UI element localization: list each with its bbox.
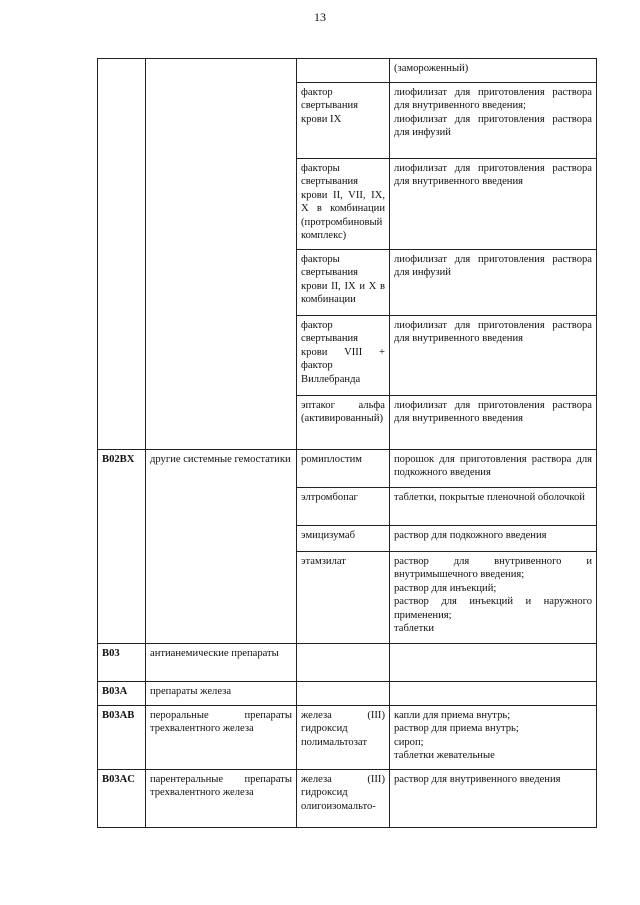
dosage-form-cell (390, 449, 597, 487)
group-name-cell (146, 59, 297, 450)
atc-code-cell: B03AB (98, 705, 146, 769)
dosage-form: лиофилизат для приготовления раствора для инфузий (394, 113, 592, 138)
group-name-cell: антианемические препараты (146, 643, 297, 681)
table-row (98, 681, 597, 705)
dosage-form-cell (390, 551, 597, 643)
table-row (98, 449, 597, 487)
table-row (98, 59, 597, 83)
dosage-form: лиофилизат для приготовления раствора для внутривенного введения (394, 319, 592, 344)
atc-code-cell: B03 (98, 643, 146, 681)
dosage-form-cell (390, 769, 597, 827)
dosage-form: капли для приема внутрь; (394, 709, 511, 721)
table-row (98, 769, 597, 827)
atc-code-cell: B03A (98, 681, 146, 705)
drug-name-cell: фактор свертывания крови VIII + фактор Виллебранда (297, 315, 390, 395)
dosage-form: лиофилизат для приготовления раствора для внутривенного введения (394, 162, 592, 187)
dosage-form: лиофилизат для приготовления раствора для внутривенного введения; (394, 86, 592, 111)
atc-code-cell: B02BX (98, 449, 146, 643)
drug-name-cell: факторы свертывания крови II, IX и X в комбинации (297, 249, 390, 315)
drug-name-cell: этамзилат (297, 551, 390, 643)
atc-code-cell: B03AC (98, 769, 146, 827)
dosage-form: таблетки (394, 623, 435, 634)
drug-name-cell: эптаког альфа (активированный) (297, 395, 390, 449)
dosage-form-cell (390, 643, 597, 681)
dosage-form-cell (390, 158, 597, 249)
dosage-form: лиофилизат для приготовления раствора для инфузий (394, 253, 592, 278)
dosage-form-cell (390, 395, 597, 449)
group-name-cell: пероральные препараты трехвалентного железа (146, 705, 297, 769)
dosage-form-cell (390, 525, 597, 551)
atc-code-cell (98, 59, 146, 450)
dosage-form: порошок для приготовления раствора для подкожного введения (394, 453, 592, 478)
drug-name-cell: факторы свертывания крови II, VII, IX, X в комбинации (протромбиновый комплекс) (297, 158, 390, 249)
dosage-form-cell (390, 249, 597, 315)
dosage-form-cell (390, 705, 597, 769)
dosage-form: раствор для внутривенного и внутримышечного введения; (394, 555, 592, 580)
drug-name-cell: железа (III) гидроксид олигоизомальто- (297, 769, 390, 827)
dosage-form: раствор для инъекций и наружного применения; (394, 596, 592, 621)
dosage-form-cell (390, 681, 597, 705)
drug-name-cell: ромиплостим (297, 449, 390, 487)
dosage-form: раствор для подкожного введения (394, 529, 547, 541)
group-name-cell: парентеральные препараты трехвалентного железа (146, 769, 297, 827)
dosage-form: лиофилизат для приготовления раствора для внутривенного введения (394, 399, 592, 424)
dosage-form: раствор для инъекций; (394, 582, 497, 594)
drug-name-cell (297, 681, 390, 705)
dosage-form: таблетки жевательные (394, 750, 495, 761)
table-row (98, 705, 597, 769)
dosage-form: сироп; (394, 736, 424, 748)
drug-name-cell (297, 643, 390, 681)
drug-name-cell: фактор свертывания крови IX (297, 82, 390, 158)
page-number: 13 (314, 10, 326, 24)
dosage-form: таблетки, покрытые пленочной оболочкой (394, 491, 585, 503)
drug-name-cell: эмицизумаб (297, 525, 390, 551)
group-name-cell: другие системные гемостатики (146, 449, 297, 643)
drug-list-table (97, 58, 597, 828)
dosage-form-cell (390, 59, 597, 83)
dosage-form-cell (390, 82, 597, 158)
dosage-form-cell (390, 487, 597, 525)
dosage-form: раствор для внутривенного введения (394, 773, 561, 785)
dosage-form: раствор для приема внутрь; (394, 723, 519, 734)
dosage-form-cell (390, 315, 597, 395)
group-name-cell: препараты железа (146, 681, 297, 705)
table-row (98, 643, 597, 681)
drug-name-cell (297, 59, 390, 83)
drug-name-cell: железа (III) гидроксид полимальтозат (297, 705, 390, 769)
dosage-form: (замороженный) (394, 63, 469, 74)
drug-name-cell: элтромбопаг (297, 487, 390, 525)
